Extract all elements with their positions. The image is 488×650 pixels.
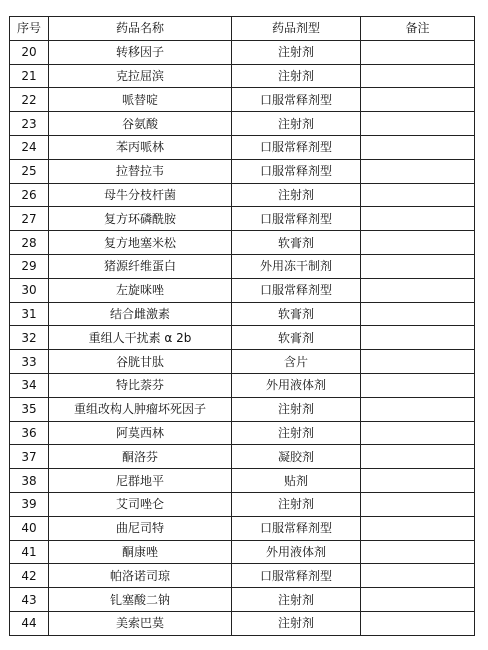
cell-serial-number: 38: [10, 469, 49, 493]
cell-remarks: [361, 40, 475, 64]
cell-dosage-form: 软膏剂: [232, 231, 361, 255]
cell-drug-name: 特比萘芬: [49, 373, 232, 397]
cell-drug-name: 母牛分枝杆菌: [49, 183, 232, 207]
cell-serial-number: 24: [10, 135, 49, 159]
header-dosage-form: 药品剂型: [232, 17, 361, 41]
cell-remarks: [361, 373, 475, 397]
table-row: [10, 421, 475, 445]
cell-dosage-form: 注射剂: [232, 492, 361, 516]
cell-serial-number: 39: [10, 492, 49, 516]
cell-serial-number: 35: [10, 397, 49, 421]
cell-serial-number: 23: [10, 112, 49, 136]
cell-dosage-form: 口服常释剂型: [232, 135, 361, 159]
cell-remarks: [361, 516, 475, 540]
cell-dosage-form: 注射剂: [232, 397, 361, 421]
cell-serial-number: 20: [10, 40, 49, 64]
cell-remarks: [361, 611, 475, 635]
cell-drug-name: 美索巴莫: [49, 611, 232, 635]
cell-remarks: [361, 231, 475, 255]
cell-drug-name: 曲尼司特: [49, 516, 232, 540]
cell-serial-number: 40: [10, 516, 49, 540]
header-remarks: 备注: [361, 17, 475, 41]
cell-dosage-form: 软膏剂: [232, 326, 361, 350]
cell-remarks: [361, 421, 475, 445]
cell-drug-name: 重组人干扰素 α 2b: [49, 326, 232, 350]
cell-serial-number: 33: [10, 350, 49, 374]
cell-serial-number: 27: [10, 207, 49, 231]
table-row: [10, 278, 475, 302]
cell-dosage-form: 注射剂: [232, 40, 361, 64]
table-row: [10, 469, 475, 493]
cell-remarks: [361, 112, 475, 136]
cell-remarks: [361, 445, 475, 469]
table-row: [10, 159, 475, 183]
table-row: [10, 64, 475, 88]
cell-serial-number: 44: [10, 611, 49, 635]
cell-dosage-form: 含片: [232, 350, 361, 374]
cell-drug-name: 酮康唑: [49, 540, 232, 564]
cell-drug-name: 重组改构人肿瘤坏死因子: [49, 397, 232, 421]
table-row: [10, 40, 475, 64]
cell-serial-number: 42: [10, 564, 49, 588]
cell-serial-number: 36: [10, 421, 49, 445]
cell-drug-name: 克拉屈滨: [49, 64, 232, 88]
cell-drug-name: 谷氨酸: [49, 112, 232, 136]
cell-drug-name: 谷胱甘肽: [49, 350, 232, 374]
cell-remarks: [361, 302, 475, 326]
cell-serial-number: 28: [10, 231, 49, 255]
cell-remarks: [361, 88, 475, 112]
cell-dosage-form: 注射剂: [232, 64, 361, 88]
cell-remarks: [361, 183, 475, 207]
cell-drug-name: 复方环磷酰胺: [49, 207, 232, 231]
table-row: [10, 350, 475, 374]
table-row: [10, 207, 475, 231]
cell-remarks: [361, 588, 475, 612]
cell-serial-number: 31: [10, 302, 49, 326]
cell-dosage-form: 口服常释剂型: [232, 564, 361, 588]
table-row: [10, 540, 475, 564]
cell-remarks: [361, 469, 475, 493]
table-row: [10, 397, 475, 421]
table-row: [10, 326, 475, 350]
cell-drug-name: 结合雌激素: [49, 302, 232, 326]
header-row: [10, 17, 475, 41]
cell-drug-name: 阿莫西林: [49, 421, 232, 445]
table-row: [10, 445, 475, 469]
cell-serial-number: 32: [10, 326, 49, 350]
cell-dosage-form: 贴剂: [232, 469, 361, 493]
cell-dosage-form: 口服常释剂型: [232, 516, 361, 540]
cell-drug-name: 哌替啶: [49, 88, 232, 112]
table-body: [10, 40, 475, 635]
table-row: [10, 254, 475, 278]
cell-dosage-form: 外用液体剂: [232, 373, 361, 397]
cell-drug-name: 拉替拉韦: [49, 159, 232, 183]
table-row: [10, 112, 475, 136]
cell-serial-number: 22: [10, 88, 49, 112]
cell-dosage-form: 凝胶剂: [232, 445, 361, 469]
table-row: [10, 516, 475, 540]
cell-serial-number: 34: [10, 373, 49, 397]
table-row: [10, 183, 475, 207]
cell-drug-name: 帕洛诺司琼: [49, 564, 232, 588]
cell-remarks: [361, 397, 475, 421]
cell-dosage-form: 注射剂: [232, 112, 361, 136]
cell-remarks: [361, 564, 475, 588]
table-row: [10, 231, 475, 255]
cell-remarks: [361, 64, 475, 88]
table-row: [10, 611, 475, 635]
cell-remarks: [361, 159, 475, 183]
cell-drug-name: 转移因子: [49, 40, 232, 64]
cell-drug-name: 复方地塞米松: [49, 231, 232, 255]
cell-dosage-form: 软膏剂: [232, 302, 361, 326]
cell-remarks: [361, 350, 475, 374]
cell-dosage-form: 外用液体剂: [232, 540, 361, 564]
table-header: [10, 17, 475, 41]
cell-dosage-form: 注射剂: [232, 421, 361, 445]
cell-remarks: [361, 278, 475, 302]
cell-remarks: [361, 135, 475, 159]
header-serial-number: 序号: [10, 17, 49, 41]
cell-drug-name: 左旋咪唑: [49, 278, 232, 302]
cell-dosage-form: 注射剂: [232, 183, 361, 207]
cell-serial-number: 26: [10, 183, 49, 207]
table-row: [10, 88, 475, 112]
cell-dosage-form: 注射剂: [232, 588, 361, 612]
cell-remarks: [361, 326, 475, 350]
cell-dosage-form: 口服常释剂型: [232, 207, 361, 231]
header-drug-name: 药品名称: [49, 17, 232, 41]
cell-dosage-form: 口服常释剂型: [232, 278, 361, 302]
cell-remarks: [361, 254, 475, 278]
table-row: [10, 492, 475, 516]
cell-dosage-form: 注射剂: [232, 611, 361, 635]
cell-drug-name: 尼群地平: [49, 469, 232, 493]
cell-drug-name: 猪源纤维蛋白: [49, 254, 232, 278]
table-row: [10, 588, 475, 612]
table-row: [10, 564, 475, 588]
cell-remarks: [361, 540, 475, 564]
cell-dosage-form: 外用冻干制剂: [232, 254, 361, 278]
cell-serial-number: 43: [10, 588, 49, 612]
cell-drug-name: 钆塞酸二钠: [49, 588, 232, 612]
cell-serial-number: 30: [10, 278, 49, 302]
cell-serial-number: 25: [10, 159, 49, 183]
cell-drug-name: 艾司唑仑: [49, 492, 232, 516]
cell-dosage-form: 口服常释剂型: [232, 88, 361, 112]
cell-serial-number: 37: [10, 445, 49, 469]
cell-remarks: [361, 207, 475, 231]
cell-serial-number: 21: [10, 64, 49, 88]
table-row: [10, 373, 475, 397]
cell-serial-number: 29: [10, 254, 49, 278]
cell-remarks: [361, 492, 475, 516]
cell-drug-name: 苯丙哌林: [49, 135, 232, 159]
table-row: [10, 135, 475, 159]
cell-serial-number: 41: [10, 540, 49, 564]
cell-dosage-form: 口服常释剂型: [232, 159, 361, 183]
cell-drug-name: 酮洛芬: [49, 445, 232, 469]
drug-list-table: [9, 16, 475, 636]
table-row: [10, 302, 475, 326]
